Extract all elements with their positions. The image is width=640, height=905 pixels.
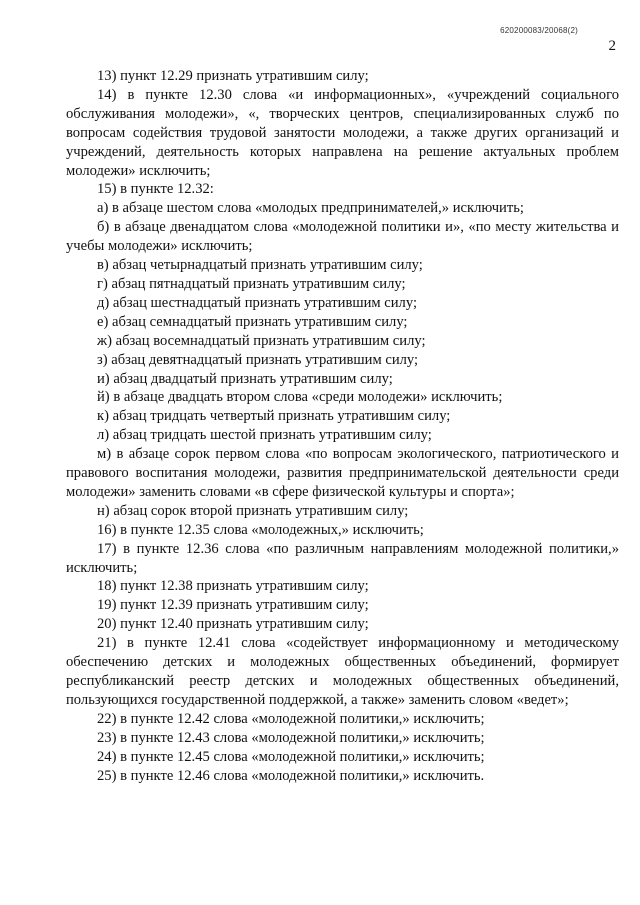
paragraph: д) абзац шестнадцатый признать утратившим силу; <box>97 294 417 311</box>
paragraph: б) в абзаце двенадцатом слова «молодежной политики и», «по месту жительства и учебы молодежи» исключить; <box>66 219 619 255</box>
paragraph: ж) абзац восемнадцатый признать утратившим силу; <box>97 332 426 349</box>
paragraph: 24) в пункте 12.45 слова «молодежной политики,» исключить; <box>97 748 485 765</box>
paragraph: 15) в пункте 12.32: <box>97 181 214 198</box>
paragraph: 19) пункт 12.39 признать утратившим силу; <box>97 597 369 614</box>
paragraph: 17) в пункте 12.36 слова «по различным направлениям молодежной политики,» исключить; <box>66 540 619 576</box>
document-id: 620200083/20068(2) <box>500 26 578 35</box>
page-number: 2 <box>608 38 616 54</box>
paragraph: м) в абзаце сорок первом слова «по вопросам экологического, патриотического и правового воспитания молодежи, развития предпринимательской деятельности среди молодежи» заменить словами «в сфере физической культуры и спорта»; <box>66 446 619 500</box>
paragraph: з) абзац девятнадцатый признать утратившим силу; <box>97 351 419 368</box>
paragraph: г) абзац пятнадцатый признать утратившим силу; <box>97 275 406 292</box>
paragraph: н) абзац сорок второй признать утратившим силу; <box>97 502 409 519</box>
document-body <box>66 67 619 785</box>
paragraph: и) абзац двадцатый признать утратившим силу; <box>97 370 393 387</box>
paragraph: 23) в пункте 12.43 слова «молодежной политики,» исключить; <box>97 729 485 746</box>
paragraph: е) абзац семнадцатый признать утратившим силу; <box>97 313 408 330</box>
paragraph: 16) в пункте 12.35 слова «молодежных,» исключить; <box>97 521 424 538</box>
paragraph: 13) пункт 12.29 признать утратившим силу; <box>97 68 369 84</box>
paragraph: 22) в пункте 12.42 слова «молодежной политики,» исключить; <box>97 710 485 727</box>
paragraph: 14) в пункте 12.30 слова «и информационных», «учреждений социального обслуживания молодежи», «, творческих центров, специализированных служб по вопросам содействия трудовой занятости молодежи, а также других организаций и учреждений, деятельность которых направлена на решение актуальных проблем молодежи» исключить; <box>66 86 619 179</box>
paragraph: л) абзац тридцать шестой признать утратившим силу; <box>97 427 432 444</box>
paragraph: в) абзац четырнадцатый признать утратившим силу; <box>97 257 423 274</box>
paragraph: а) в абзаце шестом слова «молодых предпринимателей,» исключить; <box>97 200 524 217</box>
paragraph: й) в абзаце двадцать втором слова «среди молодежи» исключить; <box>97 389 503 406</box>
paragraph: 20) пункт 12.40 признать утратившим силу; <box>97 616 369 633</box>
paragraph: 25) в пункте 12.46 слова «молодежной политики,» исключить. <box>97 767 485 784</box>
paragraph: 21) в пункте 12.41 слова «содействует информационному и методическому обеспечению детских и молодежных общественных объединений, формирует республиканский реестр детских и молодежных общественных объединений, пользующихся государственной поддержкой, а также» заменить словом «ведет»; <box>66 635 619 708</box>
paragraph: к) абзац тридцать четвертый признать утратившим силу; <box>97 408 451 425</box>
paragraph: 18) пункт 12.38 признать утратившим силу; <box>97 578 369 595</box>
